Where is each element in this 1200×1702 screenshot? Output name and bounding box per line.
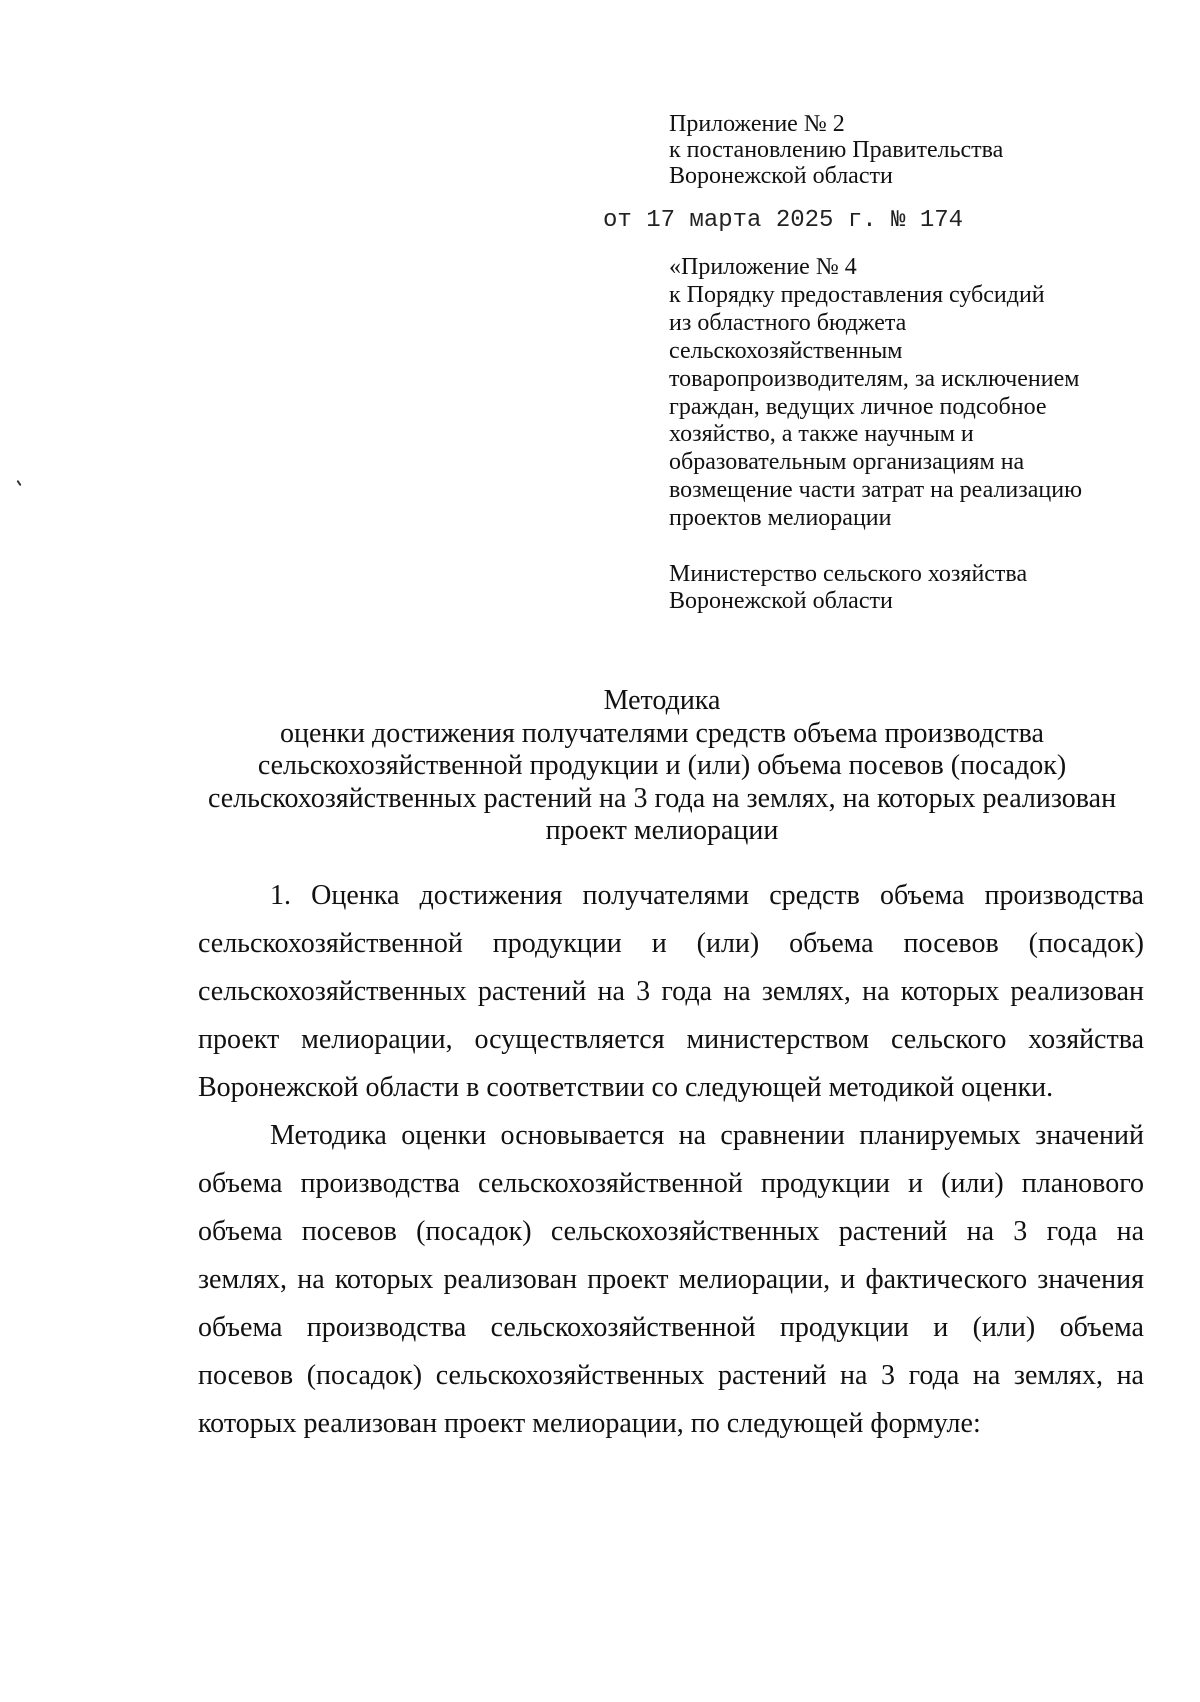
ministry-line: Воронежской области [669,588,893,614]
annex-line: товаропроизводителям, за исключением [669,365,1080,392]
paragraph-line: проект мелиорации, осуществляется министерством сельского хозяйства [198,1024,1144,1055]
annex-line: к Порядку предоставления субсидий [669,281,1045,308]
header-line: Приложение № 2 [669,111,845,137]
paragraph-1 [198,872,1144,1112]
title-line: сельскохозяйственных растений на 3 года на землях, на которых реализован [207,782,1117,814]
paragraph-line: Методика оценки основывается на сравнении планируемых значений [270,1120,1144,1151]
paragraph-line: 1. Оценка достижения получателями средств объема производства [270,880,1144,911]
header-line: Воронежской области [669,163,893,189]
paragraph-line: посевов (посадок) сельскохозяйственных растений на 3 года на землях, на [198,1360,1144,1391]
decree-date-number: от 17 марта 2025 г. № 174 [603,207,964,234]
paragraph-line: объема посевов (посадок) сельскохозяйственных растений на 3 года на [198,1216,1144,1247]
paragraph-line: объема производства сельскохозяйственной продукции и (или) объема [198,1312,1144,1343]
document-title [200,685,1124,848]
annex-line: проектов мелиорации [669,505,892,532]
scan-mark [16,480,21,486]
header-line: к постановлению Правительства [669,137,1004,163]
paragraph-line: сельскохозяйственных растений на 3 года на землях, на которых реализован [198,976,1144,1007]
document-body [198,872,1144,1448]
annex-line: хозяйство, а также научным и [669,421,974,448]
annex-line: образовательным организациям на [669,449,1025,476]
annex-line: граждан, ведущих личное подсобное [669,393,1047,420]
decree-annex-header [669,111,1003,189]
annex-line: сельскохозяйственным [669,337,903,364]
title-heading: Методика [603,685,721,716]
annex-line: «Приложение № 4 [669,254,857,280]
paragraph-2 [198,1112,1144,1448]
title-line: оценки достижения получателями средств объема производства [280,717,1044,749]
annex-line: возмещение части затрат на реализацию [669,477,1083,504]
ministry-line: Министерство сельского хозяйства [669,561,1028,587]
title-line: проект мелиорации [545,815,779,846]
annex-line: из областного бюджета [669,309,907,336]
paragraph-line: сельскохозяйственной продукции и (или) объема посевов (посадок) [198,928,1144,959]
ministry-header [669,561,1027,615]
paragraph-line: которых реализован проект мелиорации, по следующей формуле: [198,1408,981,1439]
paragraph-line: Воронежской области в соответствии со следующей методикой оценки. [198,1072,1054,1103]
paragraph-line: землях, на которых реализован проект мелиорации, и фактического значения [198,1264,1144,1295]
procedure-annex-header [669,254,1082,533]
paragraph-line: объема производства сельскохозяйственной продукции и (или) планового [198,1168,1144,1199]
title-line: сельскохозяйственной продукции и (или) объема посевов (посадок) [257,750,1067,781]
